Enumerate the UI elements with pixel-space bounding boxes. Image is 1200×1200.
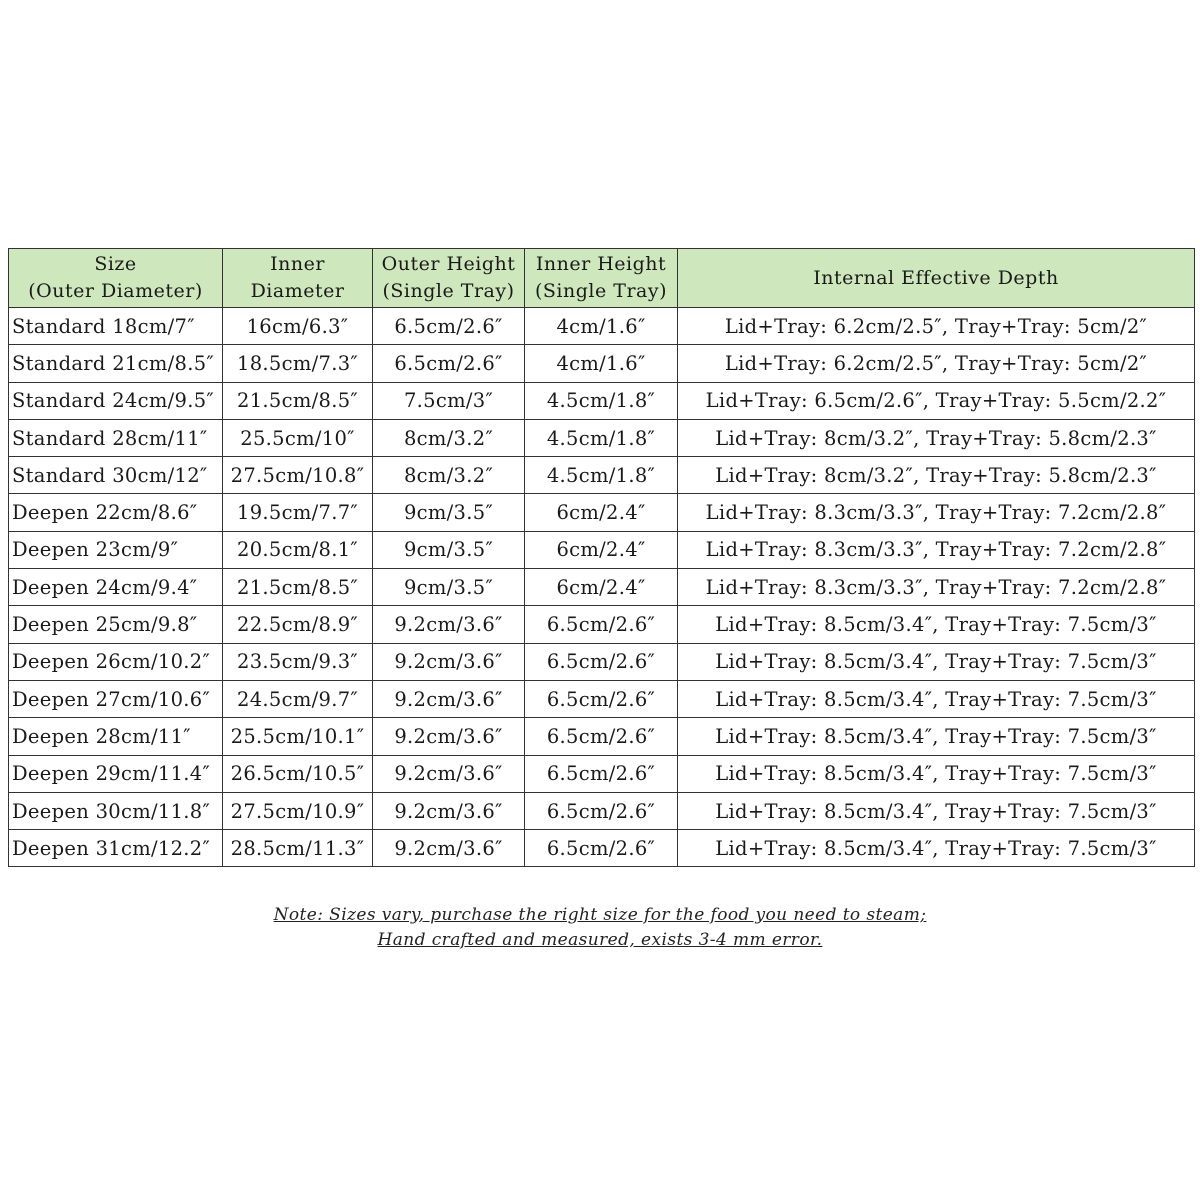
size-cell: Deepen 31cm/12.2″ <box>9 830 223 867</box>
header-outer-height <box>373 249 525 308</box>
effective-depth-cell: Lid+Tray: 8.5cm/3.4″, Tray+Tray: 7.5cm/3″ <box>678 680 1195 717</box>
inner-diameter-cell: 27.5cm/10.9″ <box>223 792 373 829</box>
table-row <box>9 830 1195 867</box>
header-row <box>9 249 1195 308</box>
effective-depth-cell: Lid+Tray: 8.5cm/3.4″, Tray+Tray: 7.5cm/3″ <box>678 718 1195 755</box>
header-internal-effective-depth <box>678 249 1195 308</box>
inner-height-cell: 4.5cm/1.8″ <box>525 382 678 419</box>
header-text: Inner Height <box>535 253 667 275</box>
inner-height-cell: 4.5cm/1.8″ <box>525 457 678 494</box>
inner-height-cell: 6.5cm/2.6″ <box>525 830 678 867</box>
inner-diameter-cell: 25.5cm/10.1″ <box>223 718 373 755</box>
inner-height-cell: 6.5cm/2.6″ <box>525 718 678 755</box>
outer-height-cell: 9cm/3.5″ <box>373 531 525 568</box>
table-row <box>9 606 1195 643</box>
effective-depth-cell: Lid+Tray: 8.3cm/3.3″, Tray+Tray: 7.2cm/2.8″ <box>678 494 1195 531</box>
effective-depth-cell: Lid+Tray: 8.3cm/3.3″, Tray+Tray: 7.2cm/2.8″ <box>678 569 1195 606</box>
size-cell: Deepen 29cm/11.4″ <box>9 755 223 792</box>
note-line-1: Note: Sizes vary, purchase the right size for the food you need to steam; <box>273 905 927 925</box>
header-text: (Single Tray) <box>535 280 667 302</box>
table-body <box>9 308 1195 867</box>
inner-diameter-cell: 27.5cm/10.8″ <box>223 457 373 494</box>
inner-diameter-cell: 21.5cm/8.5″ <box>223 569 373 606</box>
table-row <box>9 345 1195 382</box>
size-cell: Standard 24cm/9.5″ <box>9 382 223 419</box>
outer-height-cell: 9.2cm/3.6″ <box>373 755 525 792</box>
outer-height-cell: 8cm/3.2″ <box>373 457 525 494</box>
outer-height-cell: 9.2cm/3.6″ <box>373 643 525 680</box>
table-row <box>9 755 1195 792</box>
size-cell: Standard 21cm/8.5″ <box>9 345 223 382</box>
header-inner-diameter <box>223 249 373 308</box>
outer-height-cell: 7.5cm/3″ <box>373 382 525 419</box>
table-row <box>9 308 1195 345</box>
inner-diameter-cell: 26.5cm/10.5″ <box>223 755 373 792</box>
effective-depth-cell: Lid+Tray: 8.5cm/3.4″, Tray+Tray: 7.5cm/3″ <box>678 606 1195 643</box>
header-text: (Outer Diameter) <box>28 280 203 302</box>
size-cell: Deepen 30cm/11.8″ <box>9 792 223 829</box>
inner-height-cell: 6.5cm/2.6″ <box>525 643 678 680</box>
inner-diameter-cell: 16cm/6.3″ <box>223 308 373 345</box>
table-row <box>9 718 1195 755</box>
inner-height-cell: 6.5cm/2.6″ <box>525 792 678 829</box>
size-cell: Standard 30cm/12″ <box>9 457 223 494</box>
inner-height-cell: 6.5cm/2.6″ <box>525 606 678 643</box>
size-cell: Standard 18cm/7″ <box>9 308 223 345</box>
inner-height-cell: 4cm/1.6″ <box>525 345 678 382</box>
effective-depth-cell: Lid+Tray: 8cm/3.2″, Tray+Tray: 5.8cm/2.3″ <box>678 419 1195 456</box>
table-row <box>9 792 1195 829</box>
outer-height-cell: 9.2cm/3.6″ <box>373 606 525 643</box>
header-size <box>9 249 223 308</box>
outer-height-cell: 9cm/3.5″ <box>373 494 525 531</box>
effective-depth-cell: Lid+Tray: 6.2cm/2.5″, Tray+Tray: 5cm/2″ <box>678 308 1195 345</box>
table-row <box>9 643 1195 680</box>
inner-diameter-cell: 22.5cm/8.9″ <box>223 606 373 643</box>
size-cell: Deepen 25cm/9.8″ <box>9 606 223 643</box>
header-inner-height <box>525 249 678 308</box>
effective-depth-cell: Lid+Tray: 8.5cm/3.4″, Tray+Tray: 7.5cm/3″ <box>678 830 1195 867</box>
effective-depth-cell: Lid+Tray: 8.5cm/3.4″, Tray+Tray: 7.5cm/3″ <box>678 792 1195 829</box>
inner-diameter-cell: 24.5cm/9.7″ <box>223 680 373 717</box>
size-chart-table <box>8 248 1195 867</box>
size-cell: Deepen 22cm/8.6″ <box>9 494 223 531</box>
outer-height-cell: 8cm/3.2″ <box>373 419 525 456</box>
size-cell: Deepen 27cm/10.6″ <box>9 680 223 717</box>
inner-height-cell: 6cm/2.4″ <box>525 494 678 531</box>
table-row <box>9 531 1195 568</box>
inner-height-cell: 6.5cm/2.6″ <box>525 755 678 792</box>
effective-depth-cell: Lid+Tray: 8.5cm/3.4″, Tray+Tray: 7.5cm/3″ <box>678 643 1195 680</box>
table-row <box>9 382 1195 419</box>
outer-height-cell: 9.2cm/3.6″ <box>373 792 525 829</box>
table-row <box>9 569 1195 606</box>
table-row <box>9 457 1195 494</box>
inner-height-cell: 4.5cm/1.8″ <box>525 419 678 456</box>
inner-diameter-cell: 23.5cm/9.3″ <box>223 643 373 680</box>
table-row <box>9 680 1195 717</box>
header-text: (Single Tray) <box>382 280 515 302</box>
outer-height-cell: 9.2cm/3.6″ <box>373 680 525 717</box>
note-line-2: Hand crafted and measured, exists 3-4 mm error. <box>377 930 823 950</box>
effective-depth-cell: Lid+Tray: 8cm/3.2″, Tray+Tray: 5.8cm/2.3″ <box>678 457 1195 494</box>
size-cell: Standard 28cm/11″ <box>9 419 223 456</box>
size-cell: Deepen 28cm/11″ <box>9 718 223 755</box>
effective-depth-cell: Lid+Tray: 6.5cm/2.6″, Tray+Tray: 5.5cm/2.2″ <box>678 382 1195 419</box>
inner-diameter-cell: 21.5cm/8.5″ <box>223 382 373 419</box>
size-cell: Deepen 23cm/9″ <box>9 531 223 568</box>
inner-diameter-cell: 19.5cm/7.7″ <box>223 494 373 531</box>
inner-height-cell: 6cm/2.4″ <box>525 531 678 568</box>
outer-height-cell: 9cm/3.5″ <box>373 569 525 606</box>
outer-height-cell: 6.5cm/2.6″ <box>373 345 525 382</box>
inner-height-cell: 6cm/2.4″ <box>525 569 678 606</box>
effective-depth-cell: Lid+Tray: 6.2cm/2.5″, Tray+Tray: 5cm/2″ <box>678 345 1195 382</box>
effective-depth-cell: Lid+Tray: 8.5cm/3.4″, Tray+Tray: 7.5cm/3″ <box>678 755 1195 792</box>
outer-height-cell: 9.2cm/3.6″ <box>373 830 525 867</box>
table-row <box>9 419 1195 456</box>
inner-diameter-cell: 18.5cm/7.3″ <box>223 345 373 382</box>
header-text: Internal Effective Depth <box>813 266 1059 289</box>
outer-height-cell: 6.5cm/2.6″ <box>373 308 525 345</box>
inner-diameter-cell: 20.5cm/8.1″ <box>223 531 373 568</box>
header-text: Diameter <box>250 280 345 302</box>
header-text: Size <box>94 253 137 275</box>
size-cell: Deepen 24cm/9.4″ <box>9 569 223 606</box>
size-cell: Deepen 26cm/10.2″ <box>9 643 223 680</box>
inner-diameter-cell: 28.5cm/11.3″ <box>223 830 373 867</box>
inner-height-cell: 4cm/1.6″ <box>525 308 678 345</box>
outer-height-cell: 9.2cm/3.6″ <box>373 718 525 755</box>
header-text: Outer Height <box>381 253 516 275</box>
inner-height-cell: 6.5cm/2.6″ <box>525 680 678 717</box>
table-row <box>9 494 1195 531</box>
header-text: Inner <box>270 253 325 275</box>
inner-diameter-cell: 25.5cm/10″ <box>223 419 373 456</box>
effective-depth-cell: Lid+Tray: 8.3cm/3.3″, Tray+Tray: 7.2cm/2.8″ <box>678 531 1195 568</box>
